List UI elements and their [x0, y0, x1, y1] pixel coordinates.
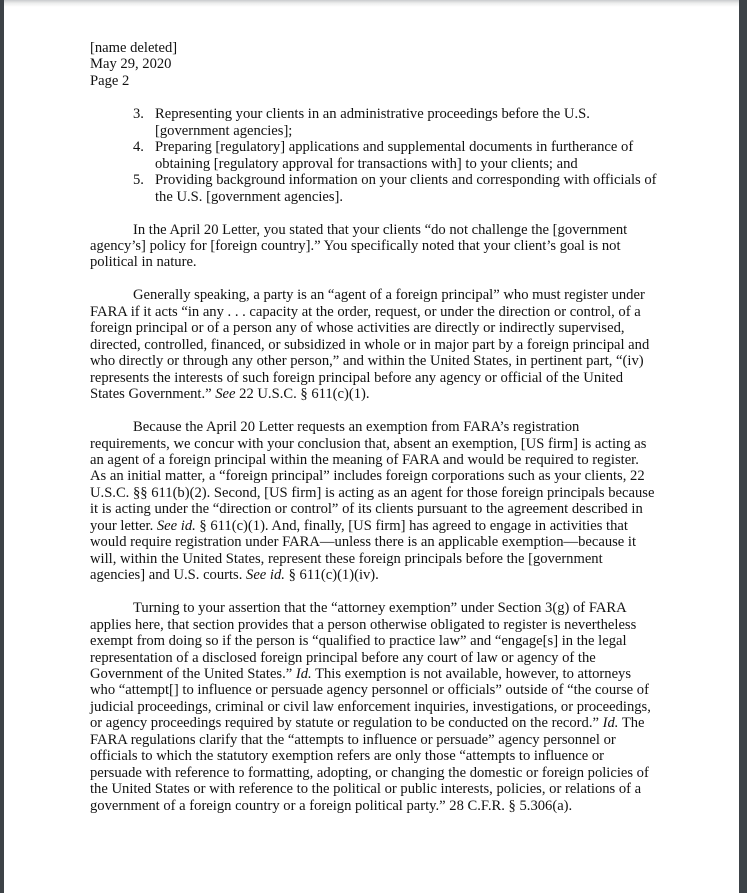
- text-line: it is acting under the “direction or control” of its clients pursuant to the agreement described in: [90, 501, 643, 518]
- paragraph-registration-requirement: [90, 419, 660, 584]
- text-run: The: [618, 715, 645, 732]
- text-line: judicial proceedings, criminal or civil law enforcement inquiries, investigations, or proceedings,: [90, 698, 651, 715]
- citation: 22 U.S.C. § 611(c)(1).: [235, 386, 370, 403]
- text-line: represents the interests of such foreign principal before any agency or official of the United: [90, 369, 624, 386]
- citation-signal: Id.: [602, 715, 619, 732]
- text-line: who directly or through any other person,” and within the United States, in pertinent part, “(iv): [90, 353, 644, 370]
- list-item: [90, 172, 660, 205]
- text-line: who “attempt[] to influence or persuade agency personnel or officials” outside of “the course of: [90, 682, 649, 699]
- citation: § 611(c)(1)(iv).: [284, 567, 379, 584]
- list-item-line: Representing your clients in an administrative proceedings before the U.S.: [155, 106, 590, 123]
- list-item: [90, 106, 660, 139]
- text-line: [90, 567, 660, 583]
- letter-date: May 29, 2020: [90, 56, 172, 73]
- paragraph-agent-definition: [90, 287, 660, 402]
- text-line: [90, 518, 660, 534]
- text-line: exempt from doing so if the person is “qualified to practice law” and “engage[s] in the legal: [90, 633, 627, 650]
- document-page: [4, 0, 739, 893]
- text-line: directed, controlled, financed, or subsidized in whole or in major part by a foreign principal and: [90, 336, 650, 353]
- citation-signal: See id.: [156, 517, 196, 534]
- list-item-line: Preparing [regulatory] applications and supplemental documents in furtherance of: [155, 139, 634, 156]
- list-item-line: the U.S. [government agencies].: [155, 188, 344, 205]
- text-line: will, within the United States, represent these foreign principals before the [government: [90, 550, 603, 567]
- text-line: the United States or with reference to the political or public interests, policies, or relations of a: [90, 781, 642, 798]
- paragraph-attorney-exemption: [90, 600, 660, 814]
- paragraph-april-letter: [90, 222, 660, 271]
- text-line: would require registration under FARA—unless there is an applicable exemption—because it: [90, 534, 637, 551]
- list-item: [90, 139, 660, 172]
- citation-signal: See: [215, 386, 236, 403]
- text-run: your letter.: [90, 517, 157, 534]
- text-line: officials to which the statutory exemption refers are only those “attempts to influence or: [90, 748, 605, 765]
- letter-header: [90, 40, 660, 89]
- list-number: 5.: [133, 172, 144, 189]
- text-line: applies here, that section provides that a person otherwise obligated to register is nevertheless: [90, 616, 637, 633]
- text-line: persuade with reference to formatting, adopting, or changing the domestic or foreign policies of: [90, 764, 649, 781]
- text-line: foreign principal or of a person any of whose activities are directly or indirectly supervised,: [90, 320, 625, 337]
- page-content: [90, 40, 660, 814]
- text-line: an agent of a foreign principal within the meaning of FARA and would be required to register.: [90, 452, 639, 469]
- list-number: 3.: [133, 106, 144, 123]
- text-line: government of a foreign country or a foreign political party.” 28 C.F.R. § 5.306(a).: [90, 797, 573, 814]
- text-line: requirements, we concur with your conclusion that, absent an exemption, [US firm] is acting as: [90, 435, 647, 452]
- page-number: Page 2: [90, 72, 130, 89]
- list-item-line: Providing background information on your clients and corresponding with officials of: [155, 172, 657, 189]
- list-number: 4.: [133, 139, 144, 156]
- text-line: [90, 386, 660, 402]
- citation-signal: Id.: [295, 665, 312, 682]
- text-run: § 611(c)(1). And, finally, [US firm] has agreed to engage in activities that: [195, 517, 628, 534]
- text-run: States Government.”: [90, 386, 216, 403]
- numbered-list: [90, 106, 660, 205]
- text-line: Generally speaking, a party is an “agent of a foreign principal” who must register under: [133, 287, 645, 304]
- text-run: Government of the United States.”: [90, 665, 296, 682]
- text-line: FARA regulations clarify that the “attempts to influence or persuade” agency personnel or: [90, 731, 616, 748]
- text-run: This exemption is not available, however, to attorneys: [311, 665, 632, 682]
- text-line: Turning to your assertion that the “attorney exemption” under Section 3(g) of FARA: [133, 600, 627, 617]
- text-line: In the April 20 Letter, you stated that your clients “do not challenge the [government: [133, 221, 628, 238]
- text-line: As an initial matter, a “foreign principal” includes foreign corporations such as your clients, 22: [90, 468, 645, 485]
- text-line: Because the April 20 Letter requests an exemption from FARA’s registration: [133, 419, 580, 436]
- text-line: FARA if it acts “in any . . . capacity at the order, request, or under the direction or control, of a: [90, 303, 641, 320]
- text-run: or agency proceedings required by statute or regulation to be conducted on the record.”: [90, 715, 603, 732]
- text-line: agency’s] policy for [foreign country].” You specifically noted that your client’s goal is not: [90, 238, 621, 255]
- text-line: [90, 666, 660, 682]
- list-item-line: [government agencies];: [155, 122, 293, 139]
- text-line: political in nature.: [90, 254, 197, 271]
- citation-signal: See id.: [246, 567, 285, 584]
- text-run: agencies] and U.S. courts.: [90, 567, 247, 584]
- text-line: [90, 715, 660, 731]
- list-item-line: obtaining [regulatory approval for transactions with] to your clients; and: [155, 155, 578, 172]
- text-line: U.S.C. §§ 611(b)(2). Second, [US firm] is acting as an agent for those foreign principals because: [90, 484, 655, 501]
- recipient-name: [name deleted]: [90, 40, 178, 56]
- text-line: representation of a disclosed foreign principal before any court of law or agency of the: [90, 649, 596, 666]
